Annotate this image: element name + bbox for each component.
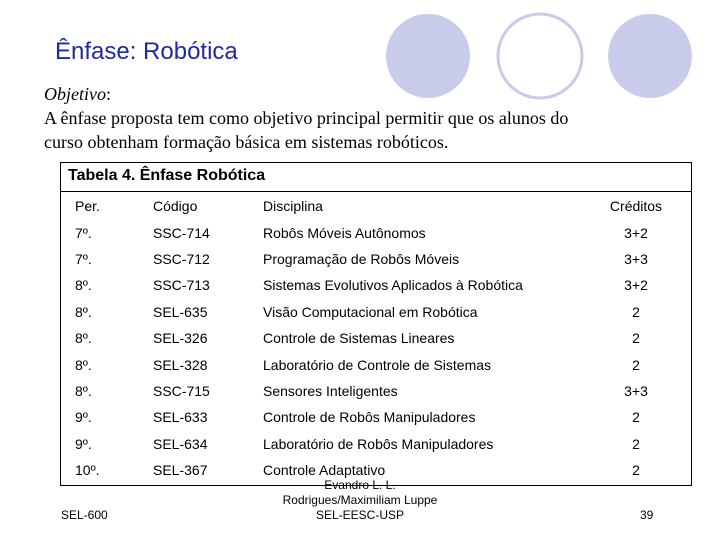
objective-heading	[44, 82, 684, 106]
cell-per: 8º.	[75, 277, 92, 294]
cell-codigo: SEL-633	[153, 409, 208, 426]
cell-creditos: 2	[632, 462, 640, 479]
cell-codigo: SEL-367	[153, 462, 208, 479]
table-row	[61, 219, 691, 245]
cell-disciplina: Programação de Robôs Móveis	[263, 250, 460, 267]
cell-disciplina: Laboratório de Robôs Manipuladores	[263, 435, 494, 452]
cell-creditos: 2	[632, 435, 640, 452]
cell-per: 7º.	[75, 224, 92, 241]
table-row	[61, 246, 691, 272]
cell-per: 8º.	[75, 330, 92, 347]
objective-paragraph	[44, 82, 684, 154]
header-per: Per.	[75, 198, 100, 215]
cell-per: 8º.	[75, 382, 92, 399]
cell-disciplina: Robôs Móveis Autônomos	[263, 224, 426, 241]
header-creditos: Créditos	[609, 198, 663, 215]
cell-creditos: 3+3	[624, 382, 648, 399]
table-row	[61, 325, 691, 351]
cell-per: 8º.	[75, 356, 92, 373]
objective-line-2: curso obtenham formação básica em sistemas robóticos.	[44, 132, 449, 152]
cell-disciplina: Sensores Inteligentes	[263, 382, 398, 399]
table-row	[61, 431, 691, 457]
table-row	[61, 351, 691, 377]
footer-author-line-3: SEL-EESC-USP	[315, 508, 405, 522]
cell-codigo: SSC-715	[153, 382, 210, 399]
table-row	[61, 378, 691, 404]
cell-disciplina: Sistemas Evolutivos Aplicados à Robótica	[263, 277, 523, 294]
cell-codigo: SSC-714	[153, 224, 210, 241]
footer-author-line-2: Rodrigues/Maximiliam Luppe	[282, 493, 438, 507]
cell-creditos: 2	[632, 409, 640, 426]
cell-disciplina: Laboratório de Controle de Sistemas	[263, 356, 492, 373]
header-codigo: Código	[153, 198, 198, 215]
table-row	[61, 272, 691, 298]
cell-disciplina: Controle de Robôs Manipuladores	[263, 409, 476, 426]
cell-creditos: 2	[632, 303, 640, 320]
table-caption: Tabela 4. Ênfase Robótica	[68, 167, 266, 184]
cell-per: 8º.	[75, 303, 92, 320]
cell-codigo: SEL-326	[153, 330, 208, 347]
table-divider	[61, 191, 691, 192]
cell-per: 10º.	[75, 462, 100, 479]
cell-disciplina: Controle Adaptativo	[263, 462, 386, 479]
cell-codigo: SEL-634	[153, 435, 208, 452]
cell-disciplina: Visão Computacional em Robótica	[263, 303, 478, 320]
footer-authors	[250, 478, 470, 523]
cell-creditos: 2	[632, 330, 640, 347]
slide-title: Ênfase: Robótica	[55, 38, 238, 65]
page-number: 39	[640, 508, 654, 522]
objective-line-1: A ênfase proposta tem como objetivo principal permitir que os alunos do	[44, 108, 569, 128]
cell-creditos: 3+3	[624, 250, 648, 267]
course-table	[61, 193, 691, 483]
footer-author-line-1: Evandro L. L.	[324, 478, 396, 492]
cell-codigo: SSC-713	[153, 277, 210, 294]
cell-disciplina: Controle de Sistemas Lineares	[263, 330, 455, 347]
footer-course-code: SEL-600	[61, 508, 108, 522]
cell-creditos: 3+2	[624, 224, 648, 241]
cell-per: 9º.	[75, 435, 92, 452]
header-disciplina: Disciplina	[263, 198, 323, 215]
cell-codigo: SEL-328	[153, 356, 208, 373]
course-table-container	[60, 162, 692, 486]
table-row	[61, 404, 691, 430]
cell-per: 7º.	[75, 250, 92, 267]
cell-codigo: SEL-635	[153, 303, 208, 320]
cell-creditos: 3+2	[624, 277, 648, 294]
objective-colon: :	[105, 84, 111, 104]
cell-creditos: 2	[632, 356, 640, 373]
cell-per: 9º.	[75, 409, 92, 426]
objective-label: Objetivo	[44, 84, 106, 104]
table-row	[61, 299, 691, 325]
cell-codigo: SSC-712	[153, 250, 210, 267]
table-header-row	[61, 193, 691, 219]
